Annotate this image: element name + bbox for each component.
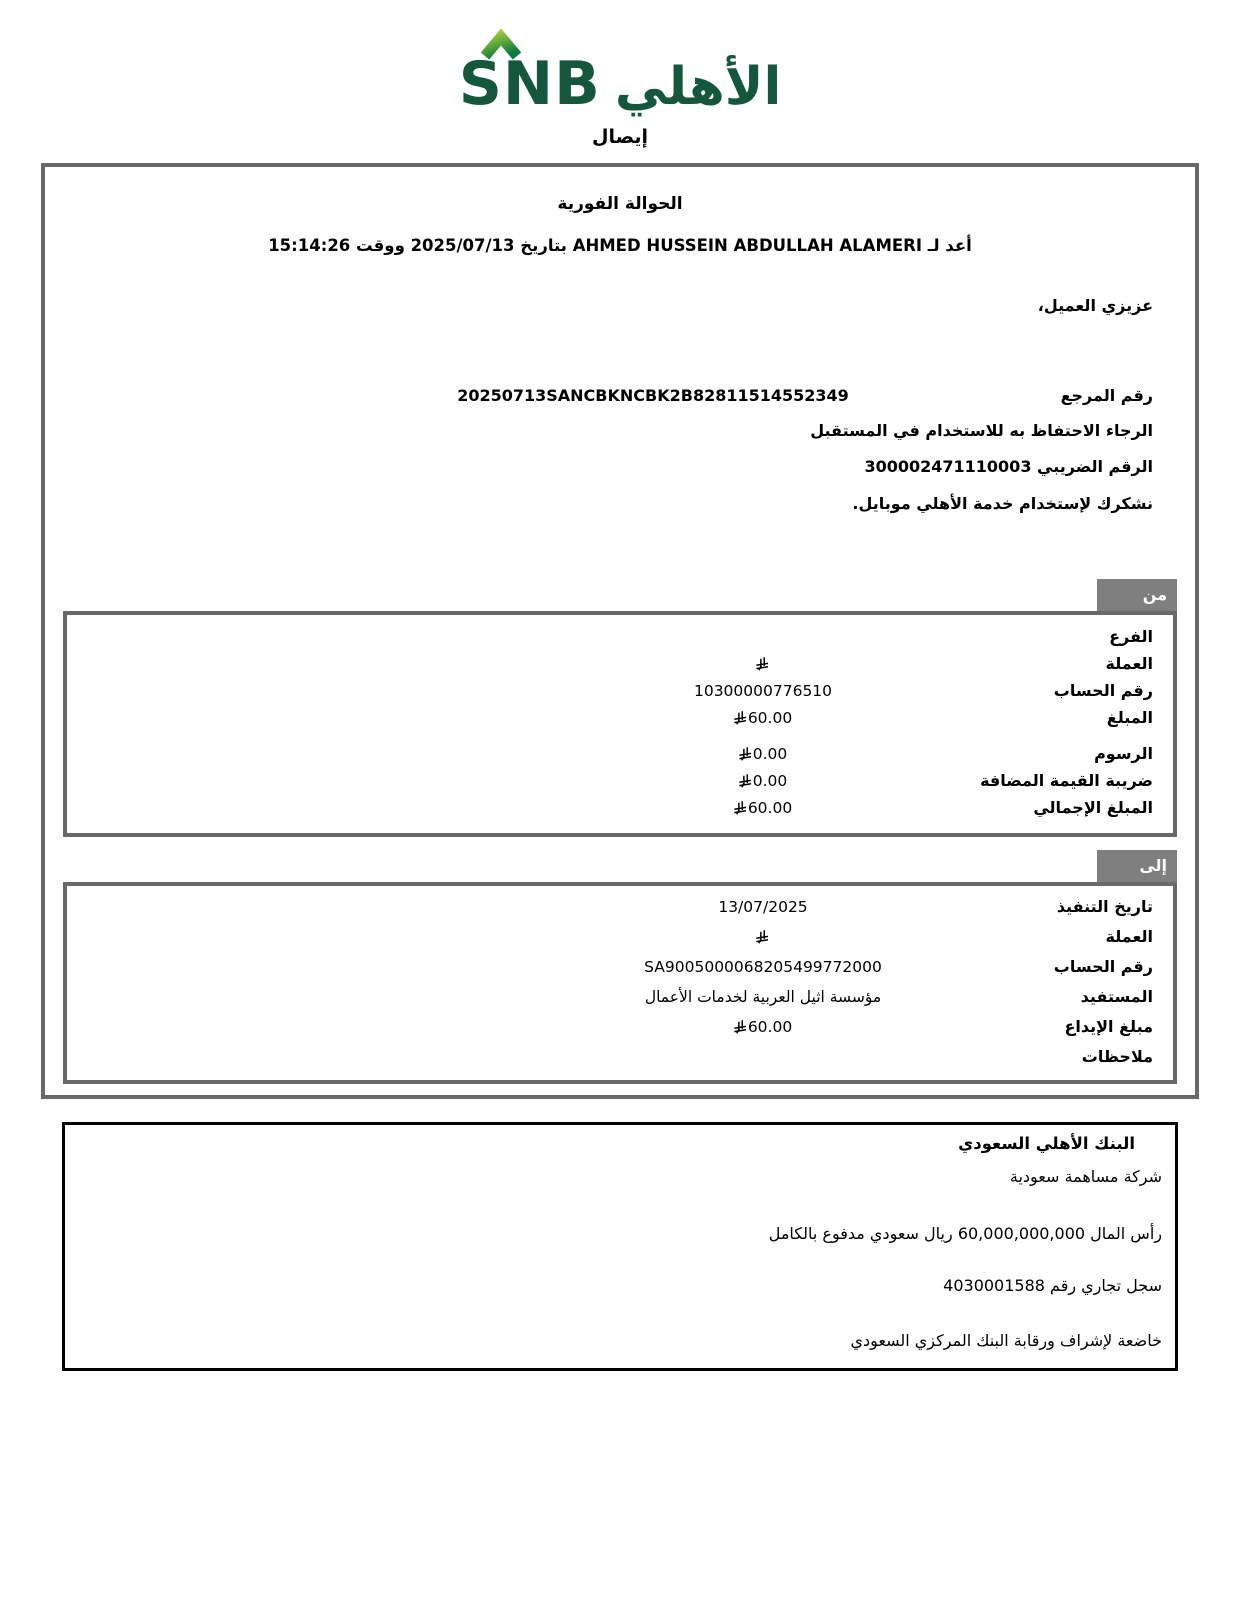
field-label: رقم الحساب: [1053, 680, 1153, 700]
field-row: [67, 704, 1173, 731]
sar-currency-icon: [739, 747, 751, 761]
field-label: المبلغ الإجمالي: [1033, 797, 1153, 817]
field-row: [67, 650, 1173, 677]
field-label: رقم الحساب: [1053, 957, 1153, 976]
field-row: [67, 952, 1173, 982]
commercial-register-line: سجل تجاري رقم 4030001588: [943, 1276, 1162, 1295]
field-value: [613, 745, 913, 763]
field-value-text: مؤسسة اثيل العربية لخدمات الأعمال: [644, 988, 882, 1006]
field-value: [613, 958, 913, 976]
field-label: العملة: [1105, 653, 1153, 673]
keep-note: الرجاء الاحتفاظ به للاستخدام في المستقبل: [810, 421, 1153, 440]
prepared-for-line: أعد لـ AHMED HUSSEIN ABDULLAH ALAMERI بتاريخ 2025/07/13 ووقت 15:14:26: [268, 236, 972, 255]
transfer-type-title: الحوالة الفورية: [557, 194, 683, 214]
field-value-text: 0.00: [752, 744, 788, 763]
sar-currency-icon: [756, 657, 768, 671]
sar-currency-icon: [756, 930, 768, 944]
supervision-line: خاضعة لإشراف ورقابة البنك المركزي السعودي: [850, 1331, 1162, 1350]
field-value: [613, 657, 913, 671]
field-label: ضريبة القيمة المضافة: [980, 770, 1153, 790]
sar-currency-icon: [734, 711, 746, 725]
from-section-tab: من: [1097, 579, 1177, 611]
sar-currency-icon: [739, 774, 751, 788]
field-row: [67, 740, 1173, 767]
field-label: تاريخ التنفيذ: [1056, 897, 1153, 916]
field-label: الرسوم: [1094, 743, 1153, 763]
to-section-rows: [67, 886, 1173, 1080]
field-row: [67, 1042, 1173, 1072]
field-value-text: 60.00: [747, 1018, 793, 1036]
field-value: [613, 898, 913, 916]
to-section-box: [63, 882, 1177, 1084]
field-value-text: 60.00: [747, 708, 793, 727]
company-type-line: شركة مساهمة سعودية: [1009, 1167, 1162, 1186]
field-value-text: 0.00: [752, 771, 788, 790]
tax-number-line: الرقم الضريبي 300002471110003: [864, 457, 1153, 476]
field-value: [613, 930, 913, 944]
field-label: المستفيد: [1080, 987, 1153, 1006]
field-value: [613, 682, 913, 700]
field-label: العملة: [1105, 927, 1153, 946]
field-row: [67, 677, 1173, 704]
field-row: [67, 892, 1173, 922]
receipt-main-box: [41, 163, 1199, 1099]
snb-logo-arabic: الأهلي: [614, 57, 782, 117]
field-row: [67, 767, 1173, 794]
field-value-text: 60.00: [747, 798, 793, 817]
field-row: [67, 623, 1173, 650]
snb-logo-latin: SNB: [458, 49, 601, 119]
field-row: [67, 922, 1173, 952]
from-section-rows: [67, 615, 1173, 833]
reference-value: 20250713SANCBKNCBK2B82811514552349: [457, 386, 849, 405]
field-value: [613, 799, 913, 817]
field-label: ملاحظات: [1081, 1047, 1153, 1066]
field-label: الفرع: [1109, 626, 1153, 646]
bank-name: البنك الأهلي السعودي: [958, 1134, 1135, 1153]
to-section-tab: إلى: [1097, 850, 1177, 882]
receipt-page: [0, 49, 1240, 1617]
field-value: [613, 772, 913, 790]
field-row: [67, 1012, 1173, 1042]
field-value: [613, 988, 913, 1006]
field-value-text: 13/07/2025: [718, 898, 808, 916]
sar-currency-icon: [734, 801, 746, 815]
field-value: [613, 1018, 913, 1036]
field-label: المبلغ: [1106, 707, 1153, 727]
field-value: [613, 709, 913, 727]
field-value-text: 10300000776510: [693, 681, 833, 700]
snb-chevron-icon: [481, 28, 521, 64]
reference-label: رقم المرجع: [1060, 386, 1153, 405]
thanks-line: نشكرك لإستخدام خدمة الأهلي موبايل.: [852, 494, 1153, 513]
field-label: مبلغ الإيداع: [1064, 1017, 1153, 1036]
capital-line: رأس المال 60,000,000,000 ريال سعودي مدفوع بالكامل: [768, 1224, 1162, 1243]
reference-row: [45, 385, 1195, 407]
snb-logo: [458, 49, 782, 119]
field-row: [67, 794, 1173, 821]
from-section-box: [63, 611, 1177, 837]
sar-currency-icon: [734, 1020, 746, 1034]
bank-info-footer: [62, 1122, 1178, 1371]
field-value-text: SA9005000068205499772000: [644, 958, 882, 976]
customer-greeting: عزيزي العميل،: [1037, 296, 1153, 315]
field-row: [67, 982, 1173, 1012]
receipt-title: إيصال: [592, 126, 648, 148]
